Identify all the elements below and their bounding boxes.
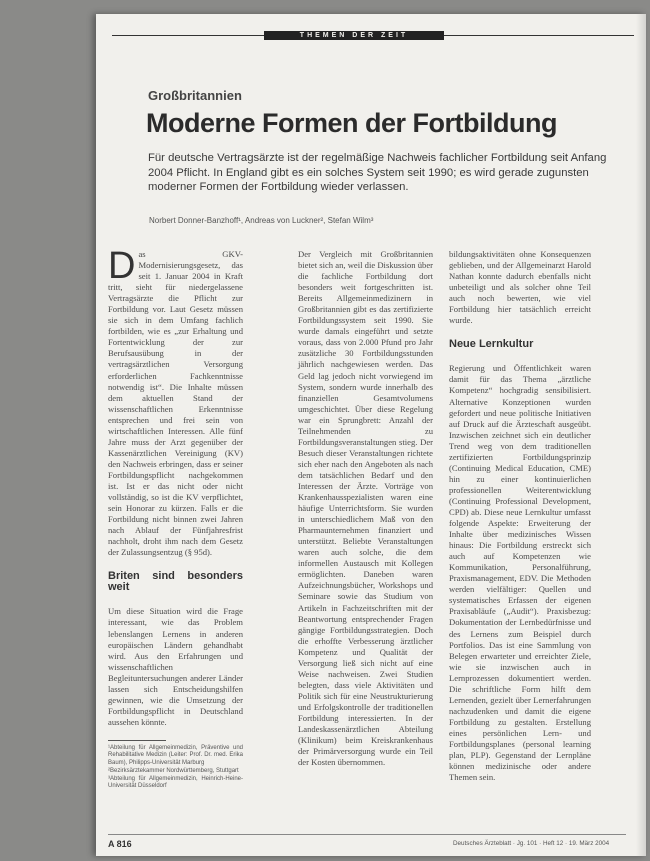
footnote-2: ²Bezirksärztekammer Nordwürttemberg, Stuttgart bbox=[108, 767, 239, 774]
intro-text: as GKV-Modernisierungsgesetz, das seit 1. Januar 2004 in Kraft tritt, sieht für niedergelassene Vertragsärzte die Pflicht zur Fortbildung vor. Laut Gesetz müssen sie sich in dem Umfang fachlich fortbilden, wie es „zur Erhaltung und Fortentwicklung der zur Berufsausübung in der vertragsärztlichen Versorgung erforderlichen Fachkenntnisse notwendig ist“. Die Inhalte müssen dem aktuellen Stand der wissenschaftlichen Erkenntnisse entsprechen und frei sein von wirtschaftlichen Interessen. Alle fünf Jahre muss der Arzt gegenüber der Kassenärztlichen Vereinigung (KV) den Nachweis erbringen, dass er seiner Fortbildungspflicht nachgekommen ist. Ist er das nicht oder nicht vollständig, so ist die KV verpflichtet, sein Honorar zu kürzen. Falls er die Fortbildung nicht binnen zwei Jahren nach Ablauf der Fünfjahresfrist nachholt, droht ihm nach dem Gesetz der Zulassungsentzug (§ 95d). bbox=[108, 249, 243, 558]
subhead-lernkultur: Neue Lernkultur bbox=[449, 338, 534, 351]
drop-cap: D bbox=[108, 245, 136, 287]
footnote-1: ¹Abteilung für Allgemeinmedizin, Präventive und Rehabilitative Medizin (Leiter: Prof. Dr. med. Erika Baum), Philipps-Universität Marburg bbox=[108, 744, 243, 766]
intro-paragraph bbox=[108, 245, 243, 558]
footnotes bbox=[108, 745, 243, 791]
footnote-3: ³Abteilung für Allgemeinmedizin, Heinrich-Heine-Universität Düsseldorf bbox=[108, 776, 243, 790]
article-title: Moderne Formen der Fortbildung bbox=[146, 108, 557, 138]
section-band: THEMEN DER ZEIT bbox=[264, 31, 444, 40]
page-number: A 816 bbox=[108, 839, 132, 849]
column-3 bbox=[449, 249, 591, 783]
article-authors: Norbert Donner-Banzhoff¹, Andreas von Luckner², Stefan Wilm³ bbox=[149, 216, 374, 225]
article-lead: Für deutsche Vertragsärzte ist der regelmäßige Nachweis fachlicher Fortbildung seit Anfang 2004 Pflicht. In England gibt es ein solches System seit 1990; es wird gerade zugunsten moderner Formen der Fortbildung wieder verlassen. bbox=[148, 152, 607, 194]
column-1 bbox=[108, 245, 243, 792]
article-kicker: Großbritannien bbox=[148, 88, 242, 103]
paragraph-briten: Um diese Situation wird die Frage interessant, wie das Problem lebenslangen Lernens in anderen europäischen Ländern gehandhabt wird. Aus den Erfahrungen und wissenschaftlichen Begleituntersuchungen anderer Länder lassen sich Entscheidungshilfen gewinnen, wie die Umsetzung der Fortbildungspflicht in Deutschland aussehen könnte. bbox=[108, 606, 243, 727]
subhead-briten: Briten sind besonders weit bbox=[108, 570, 243, 594]
footnote-rule bbox=[108, 740, 166, 741]
journal-page bbox=[96, 14, 646, 856]
column-2 bbox=[298, 249, 433, 768]
paragraph-col3-intro: bildungsaktivitäten ohne Konsequenzen geblieben, und der Allgemeinarzt Harold Nathan konnte dadurch ebenfalls nicht unbeteiligt und als solcher ohne Teil auch noch bewerten, wie viel Fortbildung hier tatsächlich erreicht wurde. bbox=[449, 249, 591, 326]
journal-citation: Deutsches Ärzteblatt · Jg. 101 · Heft 12 · 19. März 2004 bbox=[453, 840, 610, 847]
paragraph-vergleich: Der Vergleich mit Großbritannien bietet sich an, weil die Diskussion über die fachliche Fortbildung dort besonders weit fortgeschritten ist. Bereits Allgemeinmedizinern in Großbritannien gibt es das zertifizierte Fortbildungssystem seit 1990. Sie wurde damals eingeführt und setzte voraus, dass von 2.000 Pfund pro Jahr zusätzliche 30 Fortbildungsstunden jährlich nachgewiesen werden. Das Geld lag jedoch nicht vorwiegend im System, sondern wurde innerhalb des finanziellen Gesamtvolumens umgeschichtet. Über diese Regelung war ein Sprungbrett: Anzahl der Teilnehmenden zu Fortbildungsveranstaltungen stieg. Der Besuch dieser Veranstaltungen richtete sich eher nach den Angeboten als nach dem tatsächlichen Bedarf und den Interessen der Ärzte. Vorträge von Krankenhausspezialisten waren eine häufige Unterrichtsform. Sie wurden in unterschiedlichem Maß von den Pharmaunternehmen finanziert und unterstützt. Beliebte Veranstaltungen waren auch solche, die dem informellen Austausch mit Kollegen ermöglichten. Daneben waren Aufzeichnungsbücher, Workshops und Seminare sowie das Studium von Artikeln in Fachzeitschriften mit der Beantwortung entsprechender Fragen gängige Fortbildungsstrategien. Doch die erhoffte Verbesserung ärztlicher Kompetenz und Qualität der Versorgung ließ sich nicht auf eine Weise nachweisen. Zwei Studien belegten, dass viele Aktivitäten und Politik sich für eine Neustrukturierung und Erfolgskontrolle der traditionellen Fortbildung interessierten. In der Landeskassenärztlichen Abteilung (Klinikum) beim Kreiskrankenhaus der Primärversorgung wurde ein Teil der Kosten übernommen. bbox=[298, 249, 433, 768]
footer-rule bbox=[108, 834, 626, 835]
paragraph-lernkultur: Regierung und Öffentlichkeit waren damit für das Thema „ärztliche Kompetenz“ hochgradig sensibilisiert. Alternative Konzeptionen wurden gefordert und neue politische Initiativen auf Druck auf die Ärzteschaft ausgeübt. Inzwischen zeichnet sich ein deutlicher Trend weg von dem traditionellen zertifizierten Fortbildungsprinzip (Continuing Medical Education, CME) hin zu einer kontinuierlichen professionellen Weiterentwicklung (Continuing Professional Development, CPD) ab. Diese neue Lernkultur umfasst folgende Aspekte: Erweiterung der Inhalte über medizinisches Wissen hinaus: Die Fortbildung erstreckt sich auch auf Kompetenzen wie Kommunikation, Personalführung, Praxismanagement, EDV. Die Methoden werden vielfältiger: Quellen und systematisches Erfassen der eigenen Praxisabläufe („Audit“). Praxisbezug: Dokumentation der Lernbedürfnisse und des Lernens zum Beispiel durch Portfolios. Das ist eine Sammlung von Belegen erwarteter und erreichter Ziele, wie sie inzwischen auch in Lernprozessen dokumentiert werden. Die schriftliche Form hilft dem Lernenden, gezielt über Lernerfahrungen nachzudenken und damit die eigene Fortbildung zu gestalten. Erstellung eines persönlichen Lern- und Fortbildungsplanes (personal learning plan, PLP). Gegenstand der Lernpläne können medizinische oder andere Themen sein. bbox=[449, 363, 591, 783]
